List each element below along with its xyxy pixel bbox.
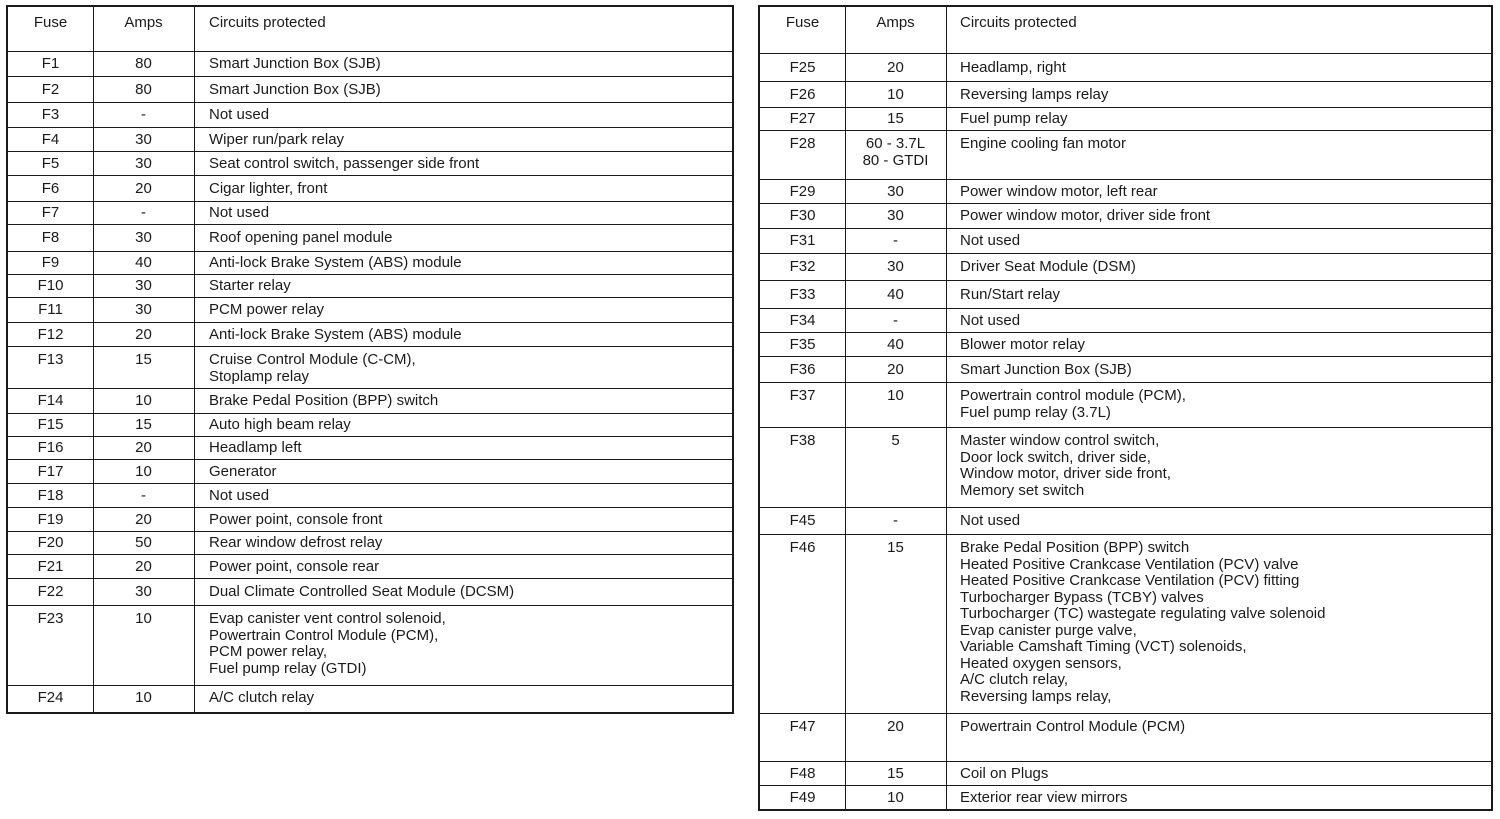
- circuit-line: A/C clutch relay: [209, 689, 315, 706]
- fuse-id: F11: [38, 301, 63, 318]
- fuse-id: F20: [37, 534, 64, 551]
- circuit-line: Anti-lock Brake System (ABS) module: [209, 254, 462, 271]
- circuits-protected: [209, 512, 382, 529]
- amp-value: -: [141, 487, 146, 504]
- fuse-id: F37: [789, 387, 816, 404]
- circuits-protected: [960, 60, 1066, 77]
- amp-value: 20: [135, 180, 152, 197]
- fuse-row-f25: [760, 54, 1491, 82]
- amp-value: 30: [135, 583, 152, 600]
- circuit-line: Powertrain Control Module (PCM),: [209, 626, 439, 644]
- fuse-id: F23: [37, 610, 64, 627]
- circuits-protected: [209, 440, 302, 457]
- fuse-id: F10: [37, 277, 64, 294]
- circuits-protected: [960, 259, 1136, 276]
- circuit-line: Not used: [960, 312, 1021, 329]
- fuse-row-f29: [760, 180, 1491, 204]
- header-row: [8, 7, 732, 52]
- amp-value: 20: [887, 718, 904, 735]
- circuits-protected: [209, 393, 438, 410]
- fuse-row-f49: [760, 786, 1491, 811]
- fuse-id: F12: [37, 326, 64, 343]
- amp-rating: [93, 230, 194, 247]
- fuse-id: F2: [41, 81, 60, 98]
- amp-value: 10: [135, 392, 152, 409]
- circuits-protected: [960, 337, 1085, 354]
- fuse-id: F16: [37, 439, 64, 456]
- amp-value: 15: [887, 110, 904, 127]
- fuse-row-f12: [8, 323, 732, 347]
- amp-rating: [93, 559, 194, 576]
- amp-rating: [93, 255, 194, 272]
- amp-rating: [845, 233, 946, 250]
- amp-value: 20: [135, 326, 152, 343]
- amp-value: 10: [135, 610, 152, 627]
- header-circuits: Circuits protected: [960, 14, 1077, 31]
- fuse-row-f22: [8, 579, 732, 606]
- amp-rating: [93, 82, 194, 99]
- amp-value: 10: [887, 387, 904, 404]
- circuit-line: Driver Seat Module (DSM): [960, 258, 1136, 275]
- fuse-row-f20: [8, 532, 732, 555]
- fuse-id: F27: [789, 110, 816, 127]
- amp-rating: [845, 87, 946, 104]
- amp-value: 60 - 3.7L: [865, 135, 926, 152]
- circuits-protected: [960, 136, 1126, 153]
- circuits-protected: [960, 313, 1020, 330]
- fuse-id: F17: [37, 463, 64, 480]
- fuse-row-f18: [8, 484, 732, 508]
- circuit-line: Run/Start relay: [960, 286, 1061, 303]
- fuse-row-f8: [8, 225, 732, 252]
- fuse-id: F5: [41, 155, 60, 172]
- amp-rating: [845, 208, 946, 225]
- amp-value: 10: [135, 689, 152, 706]
- fuse-row-f16: [8, 437, 732, 460]
- amp-rating: [93, 584, 194, 601]
- fuse-id: F21: [37, 558, 64, 575]
- fuse-row-f4: [8, 128, 732, 152]
- circuit-line: Seat control switch, passenger side front: [209, 155, 480, 172]
- fuse-id: F4: [41, 131, 60, 148]
- fuse-row-f32: [760, 254, 1491, 281]
- circuit-line: Exterior rear view mirrors: [960, 789, 1128, 806]
- amp-rating: [93, 535, 194, 552]
- fuse-id: F24: [37, 689, 64, 706]
- header-row: [760, 7, 1491, 54]
- circuits-protected: [960, 287, 1060, 304]
- amp-rating: [93, 393, 194, 410]
- fuse-id: F32: [789, 258, 816, 275]
- amp-value: -: [141, 204, 146, 221]
- fuse-row-f9: [8, 252, 732, 275]
- amp-rating: [93, 278, 194, 295]
- circuits-protected: [960, 766, 1048, 783]
- circuits-protected: [960, 233, 1020, 250]
- fuse-row-f26: [760, 82, 1491, 108]
- amp-rating: [93, 181, 194, 198]
- circuit-line: Fuel pump relay (GTDI): [209, 659, 367, 677]
- amp-rating: [845, 111, 946, 128]
- circuits-protected: [960, 388, 1186, 421]
- amp-value: 5: [891, 432, 900, 449]
- fuse-row-f1: [8, 52, 732, 77]
- circuits-protected: [209, 278, 291, 295]
- fuse-table-left: [6, 5, 734, 714]
- fuse-id: F49: [789, 789, 816, 806]
- circuits-protected: [209, 584, 514, 601]
- circuit-line: Variable Camshaft Timing (VCT) solenoids,: [960, 638, 1247, 655]
- fuse-id: F47: [789, 718, 816, 735]
- circuit-line: Roof opening panel module: [209, 229, 393, 246]
- amp-value: 30: [887, 183, 904, 200]
- circuits-protected: [209, 559, 379, 576]
- amp-rating: [93, 327, 194, 344]
- circuit-line: Heated oxygen sensors,: [960, 654, 1122, 672]
- amp-value: 15: [135, 416, 152, 433]
- fuse-id: F28: [789, 135, 816, 152]
- fuse-id: F34: [789, 312, 816, 329]
- fuse-id: F7: [41, 204, 60, 221]
- circuits-protected: [960, 184, 1158, 201]
- fuse-row-f14: [8, 389, 732, 414]
- circuit-line: Anti-lock Brake System (ABS) module: [209, 326, 462, 343]
- fuse-row-f21: [8, 555, 732, 579]
- amp-value: 30: [887, 258, 904, 275]
- circuit-line: Powertrain control module (PCM),: [960, 387, 1186, 404]
- circuit-line: Coil on Plugs: [960, 765, 1049, 782]
- fuse-row-f10: [8, 275, 732, 298]
- circuit-line: Not used: [209, 487, 270, 504]
- amp-value: 40: [135, 254, 152, 271]
- amp-rating: [845, 259, 946, 276]
- amp-value: -: [141, 106, 146, 123]
- amp-rating: [845, 766, 946, 783]
- header-fuse: Fuse: [785, 14, 820, 31]
- circuit-line: Smart Junction Box (SJB): [209, 81, 381, 98]
- fuse-row-f2: [8, 77, 732, 103]
- fuse-id: F36: [789, 361, 816, 378]
- circuit-line: Power window motor, driver side front: [960, 207, 1211, 224]
- fuse-row-f5: [8, 152, 732, 176]
- circuit-line: Reversing lamps relay: [960, 86, 1109, 103]
- header-amps: Amps: [124, 14, 163, 31]
- circuits-protected: [209, 690, 314, 707]
- circuit-line: Turbocharger (TC) wastegate regulating valve solenoid: [960, 605, 1326, 622]
- circuits-protected: [209, 488, 269, 505]
- circuits-protected: [209, 107, 269, 124]
- circuit-line: Not used: [209, 106, 270, 123]
- amp-value: 15: [887, 765, 904, 782]
- amp-rating: [845, 362, 946, 379]
- fuse-row-f6: [8, 176, 732, 202]
- circuit-line: Power point, console front: [209, 511, 383, 528]
- amp-value: 30: [135, 301, 152, 318]
- circuits-protected: [960, 540, 1325, 705]
- fuse-id: F30: [789, 207, 816, 224]
- amp-value: 30: [135, 229, 152, 246]
- fuse-id: F1: [41, 55, 60, 72]
- amp-rating: [93, 417, 194, 434]
- amp-value: 20: [135, 439, 152, 456]
- fuse-id: F9: [41, 254, 60, 271]
- amp-rating: [93, 512, 194, 529]
- circuits-protected: [960, 208, 1210, 225]
- amp-rating: [845, 337, 946, 354]
- amp-rating: [845, 60, 946, 77]
- amp-value: 20: [135, 558, 152, 575]
- amp-rating: [845, 540, 946, 557]
- amp-rating: [845, 719, 946, 736]
- circuit-line: Dual Climate Controlled Seat Module (DCSM): [209, 583, 515, 600]
- amp-rating: [93, 56, 194, 73]
- amp-value: 10: [135, 463, 152, 480]
- circuits-protected: [209, 56, 381, 73]
- amp-rating: [93, 488, 194, 505]
- circuit-line: Smart Junction Box (SJB): [209, 55, 381, 72]
- circuits-protected: [209, 255, 462, 272]
- header-circuits: Circuits protected: [209, 14, 326, 31]
- fuse-row-f13: [8, 347, 732, 389]
- circuits-protected: [960, 433, 1171, 499]
- fuse-id: F19: [37, 511, 64, 528]
- circuit-line: Heated Positive Crankcase Ventilation (PCV) valve: [960, 555, 1299, 573]
- circuit-line: Headlamp, right: [960, 59, 1066, 76]
- amp-rating: [93, 352, 194, 369]
- amp-value: 20: [135, 511, 152, 528]
- amp-rating: [93, 464, 194, 481]
- amp-value: 50: [135, 534, 152, 551]
- fuse-row-f46: [760, 535, 1491, 714]
- fuse-row-f28: [760, 131, 1491, 180]
- circuit-line: Brake Pedal Position (BPP) switch: [960, 539, 1190, 556]
- circuit-line: Turbocharger Bypass (TCBY) valves: [960, 588, 1204, 606]
- amp-rating: [845, 790, 946, 807]
- amp-rating: [845, 313, 946, 330]
- amp-rating: [845, 287, 946, 304]
- circuit-line: Brake Pedal Position (BPP) switch: [209, 392, 439, 409]
- circuit-line: Powertrain Control Module (PCM): [960, 718, 1186, 735]
- circuit-line: Fuel pump relay: [960, 110, 1068, 127]
- circuit-line: Rear window defrost relay: [209, 534, 383, 551]
- fuse-id: F46: [789, 539, 816, 556]
- header-amps: Amps: [876, 14, 915, 31]
- amp-value: 40: [887, 336, 904, 353]
- circuits-protected: [960, 111, 1068, 128]
- fuse-row-f31: [760, 229, 1491, 254]
- amp-rating: [845, 388, 946, 405]
- fuse-row-f48: [760, 762, 1491, 786]
- fuse-id: F38: [789, 432, 816, 449]
- circuits-protected: [209, 302, 324, 319]
- circuit-line: Memory set switch: [960, 481, 1085, 499]
- circuits-protected: [209, 327, 462, 344]
- fuse-id: F6: [41, 180, 60, 197]
- amp-value: 30: [135, 277, 152, 294]
- circuit-line: PCM power relay,: [209, 643, 328, 660]
- circuits-protected: [960, 790, 1128, 807]
- fuse-id: F35: [789, 336, 816, 353]
- fuse-id: F45: [789, 512, 816, 529]
- amp-rating: [93, 205, 194, 222]
- circuit-line: Power point, console rear: [209, 558, 380, 575]
- amp-rating: [845, 136, 946, 169]
- circuit-line: Wiper run/park relay: [209, 131, 345, 148]
- fuse-table-right: [758, 5, 1493, 811]
- amp-value: 80: [135, 55, 152, 72]
- amp-rating: [845, 513, 946, 530]
- fuse-id: F33: [789, 286, 816, 303]
- amp-value: -: [893, 312, 898, 329]
- fuse-row-f17: [8, 460, 732, 484]
- amp-value: 10: [887, 86, 904, 103]
- circuit-line: Door lock switch, driver side,: [960, 448, 1151, 466]
- amp-value: -: [893, 512, 898, 529]
- circuit-line: Blower motor relay: [960, 336, 1086, 353]
- amp-value: 20: [887, 59, 904, 76]
- circuits-protected: [209, 156, 479, 173]
- fuse-row-f11: [8, 298, 732, 323]
- circuit-line: Cruise Control Module (C-CM),: [209, 351, 416, 368]
- circuit-line: Power window motor, left rear: [960, 183, 1158, 200]
- circuits-protected: [960, 362, 1132, 379]
- circuit-line: Evap canister purge valve,: [960, 621, 1137, 639]
- circuit-line: A/C clutch relay,: [960, 671, 1069, 688]
- circuit-line: PCM power relay: [209, 301, 325, 318]
- circuits-protected: [960, 87, 1108, 104]
- fuse-id: F26: [789, 86, 816, 103]
- circuit-line: Auto high beam relay: [209, 416, 351, 433]
- circuits-protected: [960, 513, 1020, 530]
- fuse-row-f37: [760, 383, 1491, 428]
- fuse-row-f30: [760, 204, 1491, 229]
- circuit-line: Generator: [209, 463, 277, 480]
- circuits-protected: [209, 181, 327, 198]
- circuit-line: Not used: [960, 512, 1021, 529]
- circuits-protected: [209, 205, 269, 222]
- fuse-row-f24: [8, 686, 732, 711]
- circuit-line: Heated Positive Crankcase Ventilation (PCV) fitting: [960, 572, 1300, 589]
- fuse-id: F3: [41, 106, 60, 123]
- circuit-line: Not used: [209, 204, 270, 221]
- fuse-id: F22: [37, 583, 64, 600]
- fuse-row-f33: [760, 281, 1491, 309]
- circuit-line: Reversing lamps relay,: [960, 687, 1112, 705]
- amp-value: 15: [887, 539, 904, 556]
- fuse-row-f7: [8, 202, 732, 225]
- fuse-row-f47: [760, 714, 1491, 762]
- amp-value: 80 - GTDI: [862, 151, 929, 169]
- circuit-line: Fuel pump relay (3.7L): [960, 403, 1111, 421]
- fuse-row-f23: [8, 606, 732, 686]
- fuse-row-f38: [760, 428, 1491, 508]
- amp-value: 40: [887, 286, 904, 303]
- fuse-row-f34: [760, 309, 1491, 333]
- fuse-row-f45: [760, 508, 1491, 535]
- fuse-row-f19: [8, 508, 732, 532]
- amp-rating: [845, 433, 946, 450]
- circuits-protected: [209, 82, 381, 99]
- fuse-id: F15: [37, 416, 64, 433]
- circuits-protected: [209, 464, 277, 481]
- circuit-line: Starter relay: [209, 277, 291, 294]
- fuse-id: F8: [41, 229, 60, 246]
- circuit-line: Master window control switch,: [960, 432, 1160, 449]
- circuit-line: Smart Junction Box (SJB): [960, 361, 1132, 378]
- fuse-row-f36: [760, 357, 1491, 383]
- amp-rating: [93, 690, 194, 707]
- fuse-id: F14: [37, 392, 64, 409]
- circuits-protected: [209, 417, 351, 434]
- fuse-row-f27: [760, 108, 1491, 131]
- fuse-id: F25: [789, 59, 816, 76]
- circuit-line: Stoplamp relay: [209, 367, 310, 385]
- amp-value: -: [893, 232, 898, 249]
- amp-value: 10: [887, 789, 904, 806]
- amp-rating: [93, 611, 194, 628]
- circuit-line: Engine cooling fan motor: [960, 135, 1126, 152]
- amp-value: 30: [135, 131, 152, 148]
- amp-value: 30: [135, 155, 152, 172]
- circuits-protected: [960, 719, 1185, 736]
- circuits-protected: [209, 230, 392, 247]
- circuits-protected: [209, 611, 446, 677]
- fuse-id: F29: [789, 183, 816, 200]
- circuit-line: Not used: [960, 232, 1021, 249]
- fuse-id: F48: [789, 765, 816, 782]
- circuits-protected: [209, 535, 382, 552]
- amp-rating: [845, 184, 946, 201]
- amp-rating: [93, 440, 194, 457]
- amp-rating: [93, 156, 194, 173]
- header-fuse: Fuse: [33, 14, 68, 31]
- amp-rating: [93, 302, 194, 319]
- circuit-line: Cigar lighter, front: [209, 180, 328, 197]
- amp-value: 80: [135, 81, 152, 98]
- fuse-id: F18: [37, 487, 64, 504]
- fuse-row-f3: [8, 103, 732, 128]
- amp-value: 30: [887, 207, 904, 224]
- amp-value: 15: [135, 351, 152, 368]
- amp-rating: [93, 107, 194, 124]
- fuse-id: F31: [789, 232, 816, 249]
- circuit-line: Evap canister vent control solenoid,: [209, 610, 446, 627]
- circuit-line: Window motor, driver side front,: [960, 465, 1171, 482]
- amp-value: 20: [887, 361, 904, 378]
- circuit-line: Headlamp left: [209, 439, 302, 456]
- fuse-row-f35: [760, 333, 1491, 357]
- amp-rating: [93, 132, 194, 149]
- circuits-protected: [209, 132, 344, 149]
- fuse-row-f15: [8, 414, 732, 437]
- fuse-id: F13: [37, 351, 64, 368]
- circuits-protected: [209, 352, 416, 385]
